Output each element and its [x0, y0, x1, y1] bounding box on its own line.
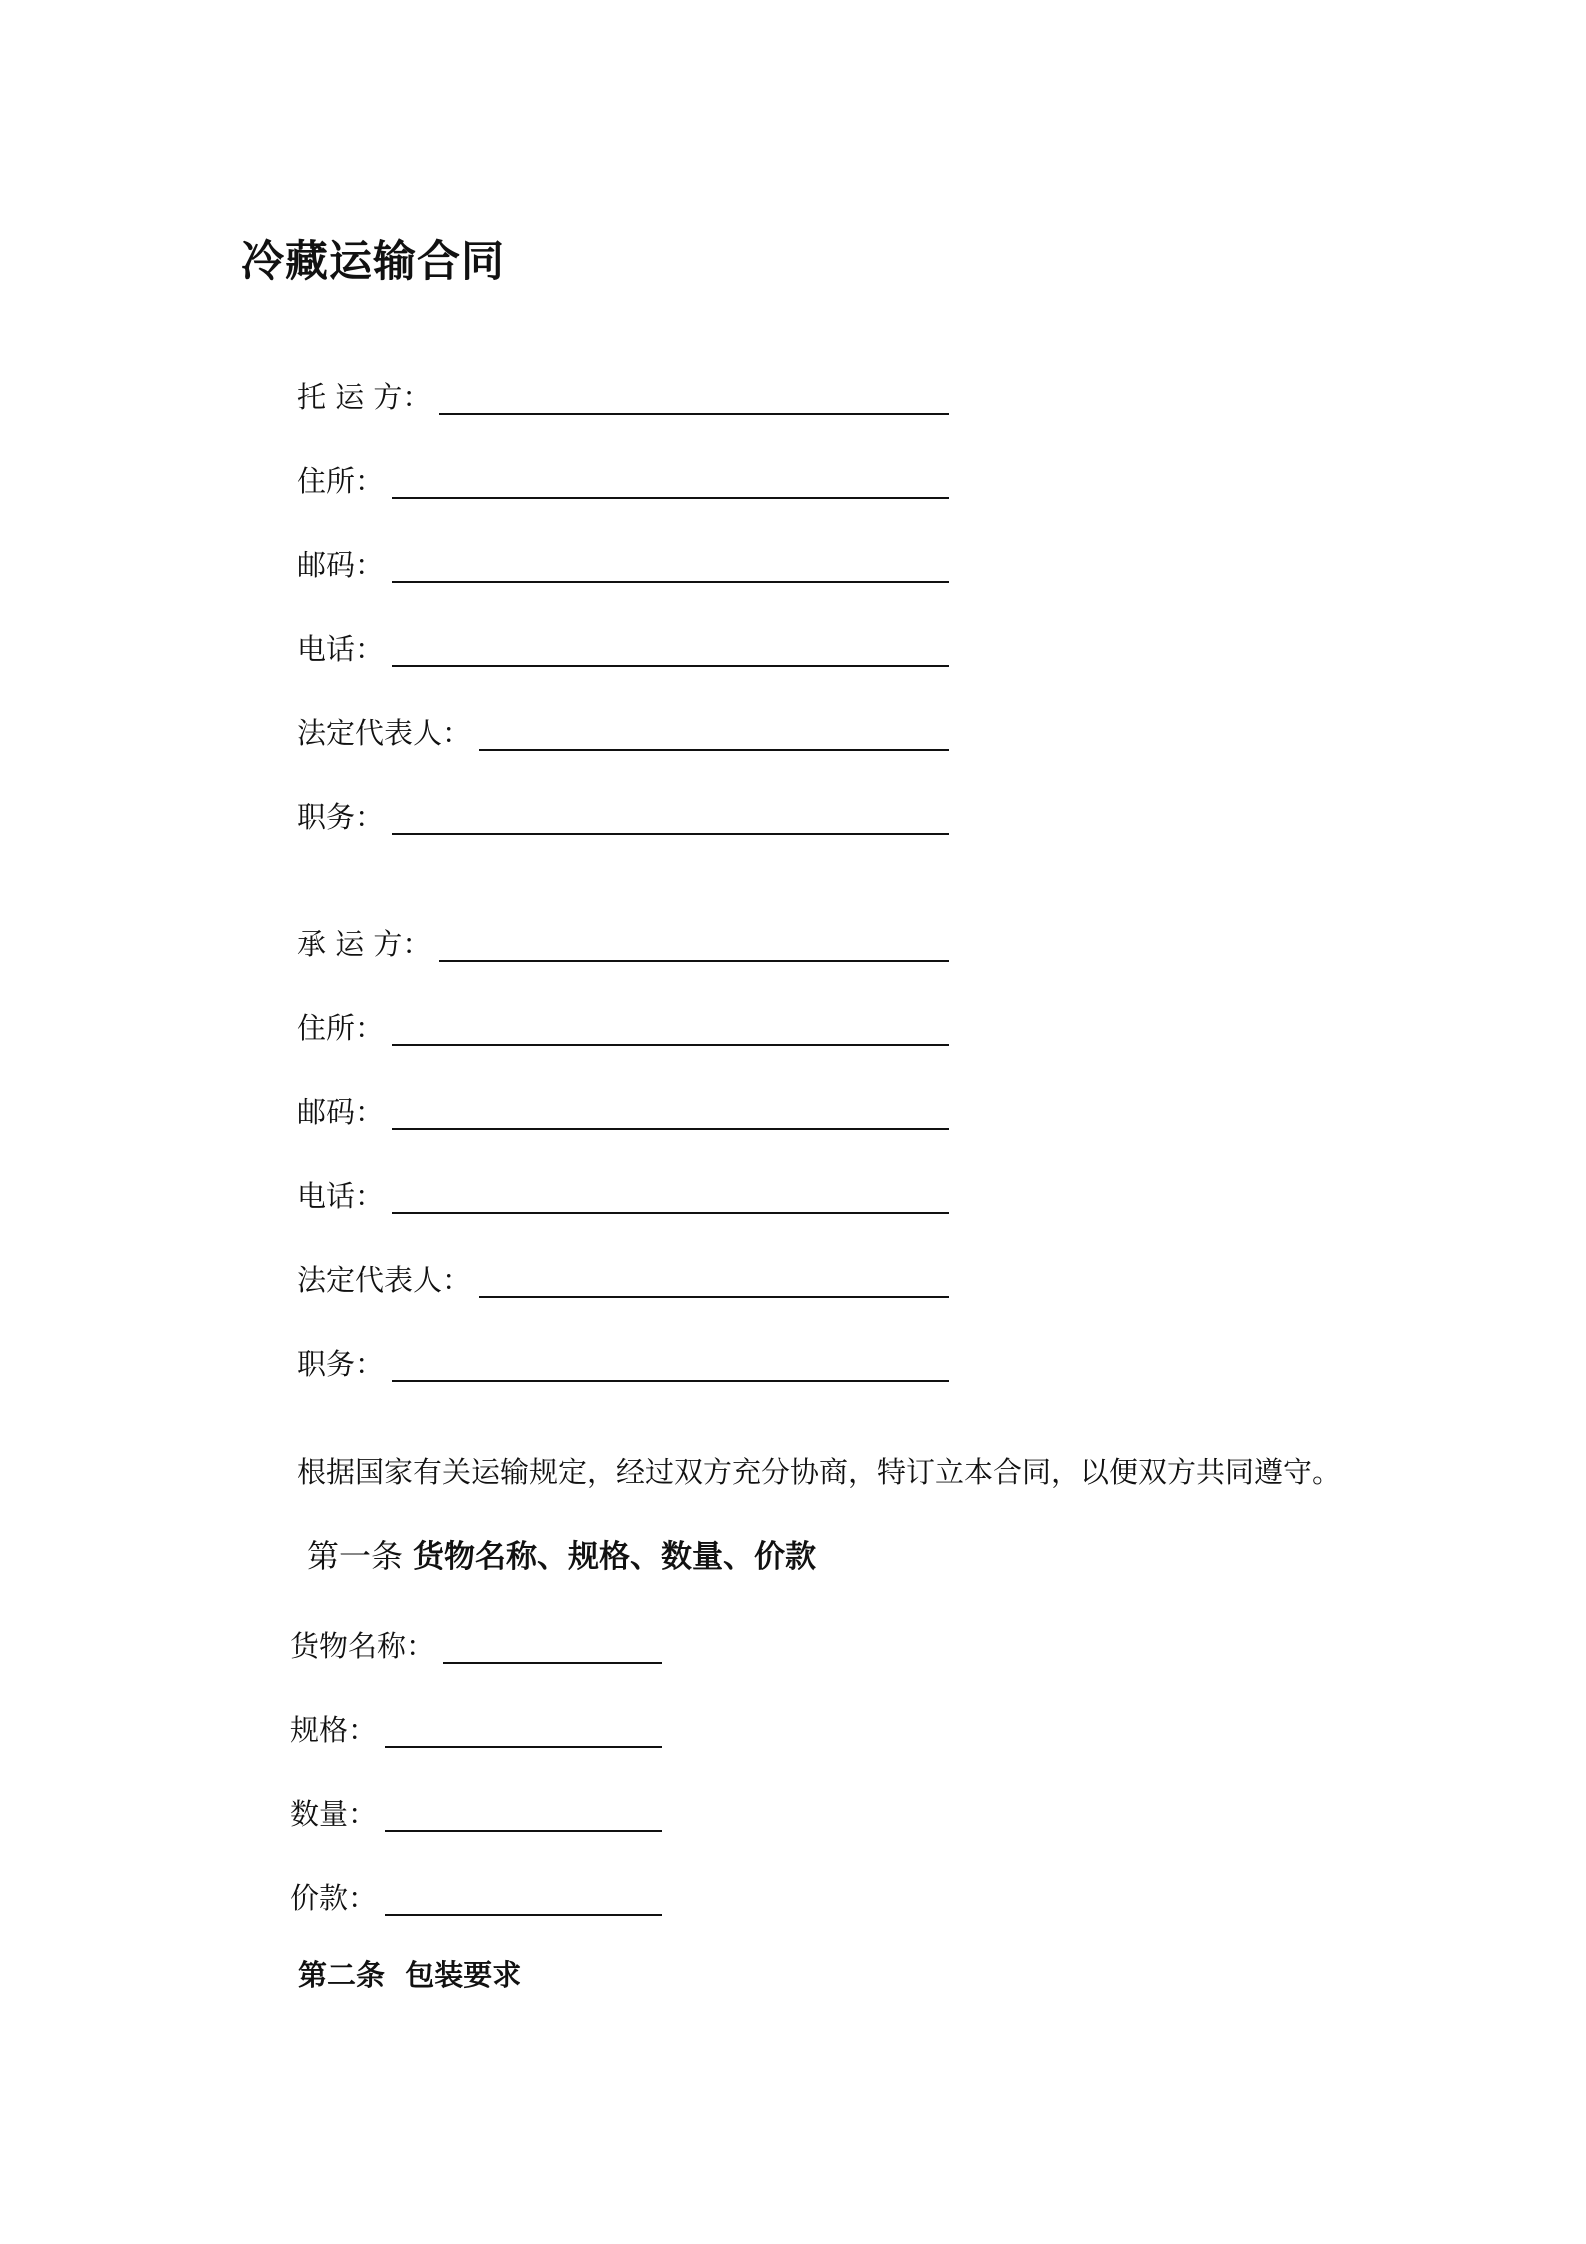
- goods-name-field[interactable]: [443, 1662, 662, 1664]
- carrier-name-field[interactable]: [439, 960, 949, 962]
- goods-quantity-row: [290, 1784, 662, 1834]
- shipper-position-field[interactable]: [392, 833, 949, 835]
- carrier-position-field[interactable]: [392, 1380, 949, 1382]
- shipper-phone-label: 电话：: [297, 632, 385, 666]
- shipper-rep-row: [297, 703, 949, 753]
- goods-spec-row: [290, 1700, 662, 1750]
- goods-price-label: 价款：: [290, 1881, 378, 1915]
- carrier-position-label: 职务：: [297, 1347, 385, 1381]
- shipper-phone-field[interactable]: [392, 665, 949, 667]
- goods-price-field[interactable]: [385, 1914, 662, 1916]
- shipper-position-row: [297, 787, 949, 837]
- shipper-name-field[interactable]: [439, 413, 949, 415]
- shipper-address-field[interactable]: [392, 497, 949, 499]
- article-1-title: 货物名称、规格、数量、价款: [413, 1539, 817, 1575]
- article-1-heading: [307, 1532, 816, 1583]
- shipper-address-label: 住所：: [297, 464, 385, 498]
- shipper-phone-row: [297, 619, 949, 669]
- shipper-rep-label: 法定代表人：: [297, 716, 472, 750]
- carrier-address-label: 住所：: [297, 1011, 385, 1045]
- carrier-postcode-field[interactable]: [392, 1128, 949, 1130]
- shipper-address-row: [297, 451, 949, 501]
- goods-name-row: [290, 1616, 662, 1666]
- goods-spec-field[interactable]: [385, 1746, 662, 1748]
- article-1-number: 第一条: [307, 1537, 404, 1575]
- goods-name-label: 货物名称：: [290, 1629, 436, 1663]
- shipper-postcode-row: [297, 535, 949, 585]
- carrier-phone-field[interactable]: [392, 1212, 949, 1214]
- carrier-rep-field[interactable]: [479, 1296, 949, 1298]
- carrier-postcode-row: [297, 1082, 949, 1132]
- carrier-phone-row: [297, 1166, 949, 1216]
- carrier-name-label: 承 运 方：: [297, 927, 432, 961]
- document-title: 冷藏运输合同: [241, 237, 505, 287]
- carrier-phone-label: 电话：: [297, 1179, 385, 1213]
- carrier-name-row: [297, 914, 949, 964]
- carrier-address-row: [297, 998, 949, 1048]
- goods-price-row: [290, 1868, 662, 1918]
- shipper-name-row: [297, 367, 949, 417]
- carrier-address-field[interactable]: [392, 1044, 949, 1046]
- carrier-postcode-label: 邮码：: [297, 1095, 385, 1129]
- intro-paragraph: 根据国家有关运输规定，经过双方充分协商，特订立本合同，以便双方共同遵守。: [297, 1455, 1342, 1489]
- carrier-rep-label: 法定代表人：: [297, 1263, 472, 1297]
- shipper-rep-field[interactable]: [479, 749, 949, 751]
- shipper-postcode-label: 邮码：: [297, 548, 385, 582]
- shipper-postcode-field[interactable]: [392, 581, 949, 583]
- article-2-heading: 第二条 包装要求: [298, 1958, 522, 1992]
- goods-quantity-field[interactable]: [385, 1830, 662, 1832]
- carrier-rep-row: [297, 1250, 949, 1300]
- goods-quantity-label: 数量：: [290, 1797, 378, 1831]
- goods-spec-label: 规格：: [290, 1713, 378, 1747]
- shipper-name-label: 托 运 方：: [297, 380, 432, 414]
- carrier-position-row: [297, 1334, 949, 1384]
- shipper-position-label: 职务：: [297, 800, 385, 834]
